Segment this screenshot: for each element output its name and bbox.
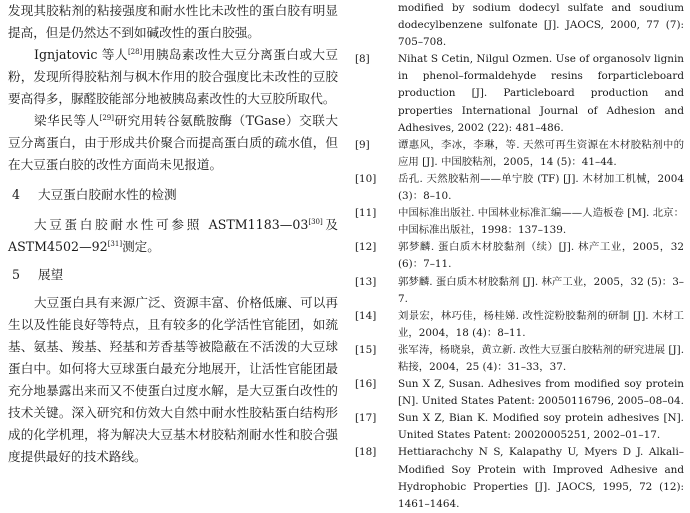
text: 研究用转谷氨酰胺酶（TGase）交联大豆分离蛋白，由于形成共价聚合而提高蛋白质的疏水值，但在大豆蛋白胶的改性方面尚未见报道。	[8, 113, 339, 172]
paragraph-tgase	[8, 110, 338, 176]
reference-number: [10]	[355, 172, 377, 185]
reference-text: Sun X Z, Susan. Adhesives from modified soy protein [N]. United States Patent: 20050116796, 2005–08–04.	[398, 378, 684, 408]
reference-16	[354, 376, 684, 410]
reference-18	[354, 444, 684, 512]
section-title: 大豆蛋白胶耐水性的检测	[38, 187, 177, 202]
reference-text: 郭梦麟. 蛋白质木材胶黏剂（续）[J]. 林产工业，2005，32 (6)：7–11.	[398, 241, 684, 271]
references-column	[354, 0, 684, 513]
reference-15	[354, 342, 684, 376]
reference-number: [16]	[355, 378, 377, 391]
reference-text: Hettiarachchy N S, Kalapathy U, Myers D J. Alkali–Modified Soy Protein with Improved Adhesive and Hydrophobic Properties [J]. JAOCS, 1995, 72 (12): 1461–1464.	[398, 446, 684, 510]
reference-text: 张军涛，杨晓泉，黄立新. 改性大豆蛋白胶粘剂的研究进展 [J]. 粘接，2004，25 (4)：31–33，37.	[398, 343, 684, 373]
citation-28: [28]	[127, 47, 143, 56]
reference-8	[354, 51, 684, 136]
reference-text: 中国标准出版社. 中国林业标准汇编——人造板卷 [M]. 北京：中国标准出版社，1998：137–139.	[398, 207, 684, 237]
reference-number: [8]	[355, 53, 370, 66]
text: 测定。	[122, 239, 160, 254]
text: Ignjatovic 等人	[34, 47, 128, 62]
paragraph-ignjatovic	[8, 44, 338, 110]
left-column	[8, 0, 338, 468]
reference-number: [13]	[355, 275, 377, 288]
section-4-heading	[8, 184, 338, 206]
citation-31: [31]	[107, 239, 123, 248]
reference-number: [18]	[355, 446, 377, 459]
reference-text: Sun X Z, Bian K. Modified soy protein adhesives [N]. United States Patent: 20020005251, 2002–01–17.	[398, 412, 684, 442]
reference-17	[354, 410, 684, 444]
reference-14	[354, 308, 684, 342]
reference-text: Nihat S Cetin, Nilgul Ozmen. Use of organosolv lignin in phenol–formaldehyde resins forparticleboard production [J]. Particleboard production and properties International Journal of Adhesion and Adhesives, 2002 (22): 481–486.	[398, 53, 684, 134]
reference-text: 刘景宏，林巧佳，杨桂娣. 改性淀粉胶黏剂的研制 [J]. 木材工业，2004，18 (4)：8–11.	[398, 309, 684, 339]
reference-10	[354, 171, 684, 205]
paragraph-outlook: 大豆蛋白具有来源广泛、资源丰富、价格低廉、可以再生以及性能良好等特点，且有较多的化学活性官能团，如巯基、氨基、羧基、羟基和芳香基等被隐蔽在不活泼的大豆球蛋白中。如何将大豆球蛋白最充分地展开，让活性官能团最充分地暴露出来而又不使蛋白过度水解，是大豆蛋白改性的技术关键。深入研究和仿效大自然中耐水性胶粘蛋白结构形成的化学机理，将为解决大豆基木材胶粘剂耐水性和胶合强度提供最好的技术路线。	[8, 295, 338, 464]
reference-number: [15]	[355, 343, 377, 356]
text: 及 ASTM4502—92	[8, 217, 338, 254]
reference-text: 岳孔. 天然胶粘剂——单宁胶 (TF) [J]. 木材加工机械，2004 (3)：8–10.	[398, 172, 684, 203]
reference-13	[354, 274, 684, 308]
reference-number: [12]	[355, 241, 377, 254]
reference-text: modified by sodium dodecyl sulfate and soudium dodecylbenzene sulfonate [J]. JAOCS, 2000, 77 (7): 705–708.	[398, 2, 684, 49]
reference-number: [14]	[355, 309, 377, 322]
section-number: 4	[12, 187, 21, 202]
reference-9	[354, 137, 684, 171]
reference-number: [9]	[355, 138, 370, 151]
text: 大豆蛋白胶耐水性可参照 ASTM1183—03	[34, 217, 309, 232]
paragraph-continued: 发现其胶粘剂的粘接强度和耐水性比未改性的蛋白胶有明显提高，但是仍然达不到如碱改性的蛋白胶强。	[8, 3, 338, 40]
section-title: 展望	[38, 267, 64, 282]
text: 梁华民等人	[34, 113, 100, 128]
reference-number: [17]	[355, 412, 377, 425]
reference-12	[354, 239, 684, 273]
reference-11	[354, 205, 684, 239]
citation-29: [29]	[99, 113, 114, 122]
paragraph-astm	[8, 214, 338, 258]
citation-30: [30]	[308, 217, 323, 226]
section-number: 5	[12, 267, 21, 282]
text: 用胰岛素改性大豆分离蛋白或大豆粉，发现所得胶粘剂与枫木作用的胶合强度比未改性的豆胶要高得多，脲醛胶能部分地被胰岛素改性的大豆胶所取代。	[8, 47, 339, 106]
section-5-heading	[8, 264, 338, 286]
reference-text: 郭梦麟. 蛋白质木材胶黏剂 [J]. 林产工业，2005，32 (5)：3–7.	[398, 275, 684, 305]
reference-text: 谭惠风，李冰，李琳，等. 天然可再生资源在木材胶粘剂中的应用 [J]. 中国胶粘剂，2005，14 (5)：41–44.	[398, 138, 684, 168]
reference-7-cont	[354, 0, 684, 51]
reference-number: [11]	[355, 207, 377, 220]
